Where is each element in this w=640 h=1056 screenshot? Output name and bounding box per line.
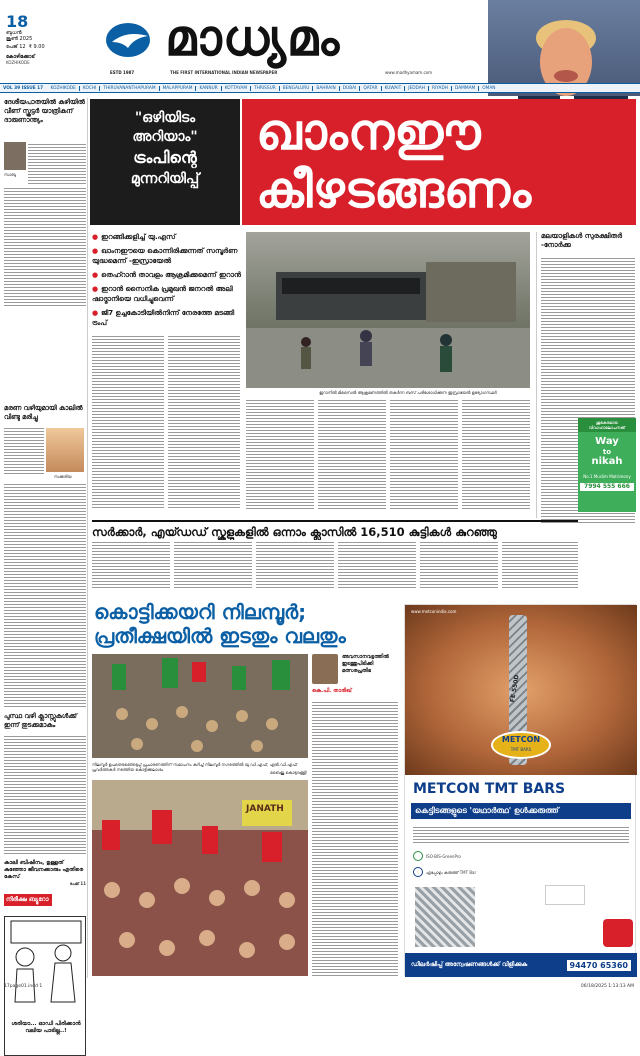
- metcon-dealer-bar[interactable]: [405, 953, 637, 977]
- iso-icon: [413, 851, 423, 861]
- quote-line-4: മുന്നറിയിപ്പ്: [130, 171, 200, 187]
- left-story-2-headline[interactable]: മരണ വഴിയുമായി കാലിൽ വിണ്ടു മരിച്ചു: [4, 404, 83, 421]
- janath-sign: JANATH: [246, 804, 284, 814]
- nirikshanam-label: നിരീക്ഷ ബ്യൂറോ: [4, 894, 52, 906]
- tmt-icon: [413, 867, 423, 877]
- bullet-5: ● ജി7 ഉച്ചകോടിയിൽനിന്ന് നേരത്തേ മടങ്ങി ട്രംപ്: [92, 308, 242, 328]
- lead-body-col-2: [168, 334, 240, 510]
- metcon-body-text: [413, 825, 629, 845]
- price: ₹ 9.00: [28, 44, 45, 50]
- date-weekday: ബുധൻ: [6, 30, 22, 36]
- sakkariya-photo: [46, 428, 84, 472]
- second-lead-col-1: [92, 540, 170, 590]
- editions-bar: [0, 83, 640, 93]
- metcon-title: METCON TMT BARS: [413, 781, 566, 797]
- date-month-year: ജൂൺ 2025: [6, 36, 33, 42]
- metcon-rods-small: [415, 887, 475, 947]
- lead-photo: [246, 232, 530, 388]
- metcon-brand: METCON: [501, 735, 541, 744]
- second-lead-col-4: [338, 540, 416, 590]
- editions-list: [47, 86, 498, 91]
- lead-headline-line-2[interactable]: കീഴടങ്ങണം: [256, 161, 532, 219]
- second-lead-headline[interactable]: സർക്കാർ, എയ്ഡഡ് സ്കൂളുകളിൽ ഒന്നാം ക്ലാസിൽ 16,510 കുട്ടികൾ കുറഞ്ഞു: [92, 520, 578, 540]
- print-footer: [0, 982, 640, 992]
- edition-link[interactable]: THIRUVANANTHAPURAM: [99, 86, 158, 91]
- lead-body-col-1: [92, 334, 164, 510]
- lead-bullets: [92, 232, 242, 328]
- footer-left: 17page01.indd 1: [4, 984, 43, 989]
- bird-logo-icon: [98, 20, 162, 66]
- edition-en: KOZHIKODE: [6, 60, 30, 65]
- masthead: [0, 0, 640, 96]
- metcon-cert-1: [413, 851, 461, 861]
- sabu-photo: [4, 142, 26, 170]
- bullet-1: ● ഇറങ്ങിക്കളിച്ച് യു.എസ്: [92, 232, 242, 242]
- edition-link[interactable]: MALAPPURAM: [159, 86, 196, 91]
- metcon-rod-text: FE 550D: [509, 674, 521, 703]
- left-story-1-text-b: [4, 186, 86, 306]
- metcon-slogan: കെട്ടിടങ്ങളുടെ 'യഥാർത്ഥ' ഉൾക്കരുത്ത്: [411, 803, 631, 819]
- pages-label: പേജ് 12: [6, 44, 26, 50]
- nilambur-headline-2[interactable]: പ്രതീക്ഷയിൽ ഇടതും വലതും: [94, 624, 346, 648]
- edition: കോഴിക്കോട്: [6, 54, 35, 60]
- lead-body-col-4: [318, 398, 386, 510]
- edition-link[interactable]: KUWAIT: [381, 86, 405, 91]
- lead-body-col-3: [246, 398, 314, 510]
- nilambur-sidebar-text: [312, 700, 398, 976]
- nilambur-photo-credit: ബൈജു കൊടുവള്ളി: [270, 770, 307, 775]
- edition-link[interactable]: BENGALURU: [279, 86, 313, 91]
- candidate-photo: [312, 654, 338, 684]
- nilambur-byline: കെ.പി. താരിഖ്: [312, 688, 352, 694]
- edition-link[interactable]: THRISSUR: [250, 86, 279, 91]
- website[interactable]: www.madhyamam.com: [385, 70, 433, 75]
- left-story-2-text-b: [4, 482, 86, 708]
- quote-line-1: "ഒഴിയിടം: [134, 110, 196, 126]
- left-story-3-headline[interactable]: പുസ്ഥ വഴി ക്ലാസ്സുകൾക്ക് ഇന്ന് തുടക്കമാകും: [4, 712, 77, 729]
- edition-link[interactable]: JEDDAH: [404, 86, 428, 91]
- bullet-3: ● തെഹ്റാൻ താവളം ആക്രമിക്കുമെന്ന് ഇറാൻ: [92, 270, 242, 280]
- metcon-dealers: ഡീലർഷിപ്പ് അന്വേഷണങ്ങൾക്ക് വിളിക്കുക: [411, 961, 528, 968]
- left-story-4[interactable]: [4, 860, 86, 886]
- ad-brand-bottom: nikah: [591, 456, 623, 467]
- nilambur-headline-1[interactable]: കൊട്ടിക്കയറി നിലമ്പൂർ;: [94, 600, 307, 624]
- date-day: 18: [6, 12, 29, 31]
- bullet-2: ● ഖാംനഈയെ കൊന്നിരിക്കുന്നത് സമ്പൂർണ യുദ്ധമെന്ന് -ഇസ്രായേൽ: [92, 246, 242, 266]
- second-lead-col-3: [256, 540, 334, 590]
- nilambur-photo-caption: നിലമ്പൂർ ഉപതെരഞ്ഞെടുപ്പ് പ്രചാരണത്തിന് സമാപനം കുറിച്ച് നിലമ്പൂർ നഗരത്തിൽ യു.ഡി.എഫ്, എൽ.ഡി.എഫ് പ്രവർത്തകർ നടത്തിയ കൊട്ടിക്കലാശം: [92, 762, 298, 772]
- lead-body-col-5: [390, 398, 458, 510]
- ad-tagline: ശുഭകരമായ വിവാഹാലോചനക്ക്: [578, 418, 636, 432]
- edition-link[interactable]: KOCHI: [79, 86, 99, 91]
- edition-link[interactable]: KOTTAYAM: [221, 86, 250, 91]
- ad-brand-mid: to: [602, 448, 612, 456]
- sakkariya-caption: സക്കരിയ: [54, 474, 72, 479]
- second-lead-col-2: [174, 540, 252, 590]
- norka-headline[interactable]: മലയാളികൾ സുരക്ഷിതർ -നോർക്ക: [541, 232, 623, 249]
- way-to-nikah-ad[interactable]: [578, 418, 636, 512]
- ad-phone: 7994 555 666: [580, 483, 634, 491]
- cartoon-caption: ശരിയാ... ഓഡി പിരിക്കാൻ വലിയ പാടില്ല..!: [11, 1021, 81, 1034]
- metcon-url: www.metconindia.com: [411, 609, 457, 614]
- quote-line-2: അറിയാം": [132, 129, 198, 145]
- bullet-4: ● ഇറാൻ സൈനിക പ്രമുഖൻ ജനറൽ അലി ഷാദ്മാനിയെ വധിച്ചുവെന്ന്: [92, 284, 242, 304]
- nilambur-kicker: അവസാനവട്ടത്തിൽ ഇടത്തുപിടിക്കി മത്സരപ്രതിഭ: [342, 654, 389, 674]
- edition-link[interactable]: QATAR: [359, 86, 380, 91]
- metcon-phone: 94470 65360: [567, 960, 631, 971]
- lead-headline-box: [242, 99, 636, 225]
- sabu-caption: സാബു: [4, 172, 16, 177]
- left-story-3-text: [4, 734, 86, 854]
- metcon-rod-tag: [545, 885, 585, 905]
- metcon-offer-badge: [603, 919, 633, 947]
- metcon-logo: [491, 731, 551, 759]
- left-story-2-text: [4, 426, 44, 476]
- volume: VOL 39 ISSUE 17: [3, 86, 44, 91]
- lead-photo-caption: ഇറാനിൽ മിസൈൽ ആക്രമണത്തിൽ തകർന്ന ബസ് പരിശോധിക്കുന്ന ഇസ്രായേൽ ഉദ്യോഗസ്ഥർ: [319, 390, 497, 395]
- nilambur-photo-top: [92, 654, 308, 758]
- edition-link[interactable]: KOZHIKODE: [50, 86, 76, 91]
- tagline: THE FIRST INTERNATIONAL INDIAN NEWSPAPER: [170, 70, 278, 75]
- date-block: [6, 14, 66, 65]
- edition-link[interactable]: OMAN: [478, 86, 498, 91]
- left-story-1-text: [28, 142, 86, 184]
- metcon-ad[interactable]: [404, 604, 636, 976]
- left-story-4-headline: കാലി ബിഷിനം, ഉള്ളത് കുഞ്ഞോ ജീവനക്കാരും എതിരെ കേസ്: [4, 860, 84, 880]
- quote-line-3: ട്രംപിന്റെ: [133, 148, 197, 167]
- ad-brand-top: Way: [595, 436, 619, 447]
- left-story-4-ref: പേജ് 11: [69, 881, 86, 886]
- second-lead-col-6: [502, 540, 578, 590]
- left-story-1-headline[interactable]: ദേശീയപാതയിൽ കുഴിയിൽ വീണ് സ്കൂട്ടർ യാത്രികന് ദാരുണാന്ത്യം: [4, 98, 85, 124]
- nilambur-sidebar: [312, 654, 398, 976]
- lead-body-col-6: [462, 398, 530, 510]
- metcon-cert-2: [413, 867, 476, 877]
- metcon-brand-sub: TMT BARS: [510, 747, 532, 752]
- estd: ESTD 1987: [110, 70, 135, 75]
- edition-link[interactable]: RIYADH: [428, 86, 451, 91]
- brand-name: മാധ്യമം: [165, 9, 341, 67]
- brand-logo: [98, 20, 162, 66]
- footer-right: 06/18/2025 1:13:13 AM: [580, 984, 634, 989]
- edition-link[interactable]: DAMMAM: [451, 86, 478, 91]
- second-lead-col-5: [420, 540, 498, 590]
- edition-link[interactable]: BAHRAIN: [312, 86, 338, 91]
- trump-photo: [488, 0, 640, 96]
- lead-headline-line-1[interactable]: ഖാംനഈ: [256, 103, 481, 161]
- cert-2-text: എപ്പോഴും കരുത്ത് TMT Bar: [426, 869, 477, 875]
- lead-quote-box: [90, 99, 240, 225]
- edition-link[interactable]: KANNUR: [195, 86, 220, 91]
- cert-1-text: ISO-BIS-GreenPro: [426, 853, 461, 859]
- nilambur-photo-bottom: [92, 780, 308, 976]
- ad-sub: No.1 Muslim Matrimony: [583, 474, 631, 479]
- edition-link[interactable]: DUBAI: [339, 86, 360, 91]
